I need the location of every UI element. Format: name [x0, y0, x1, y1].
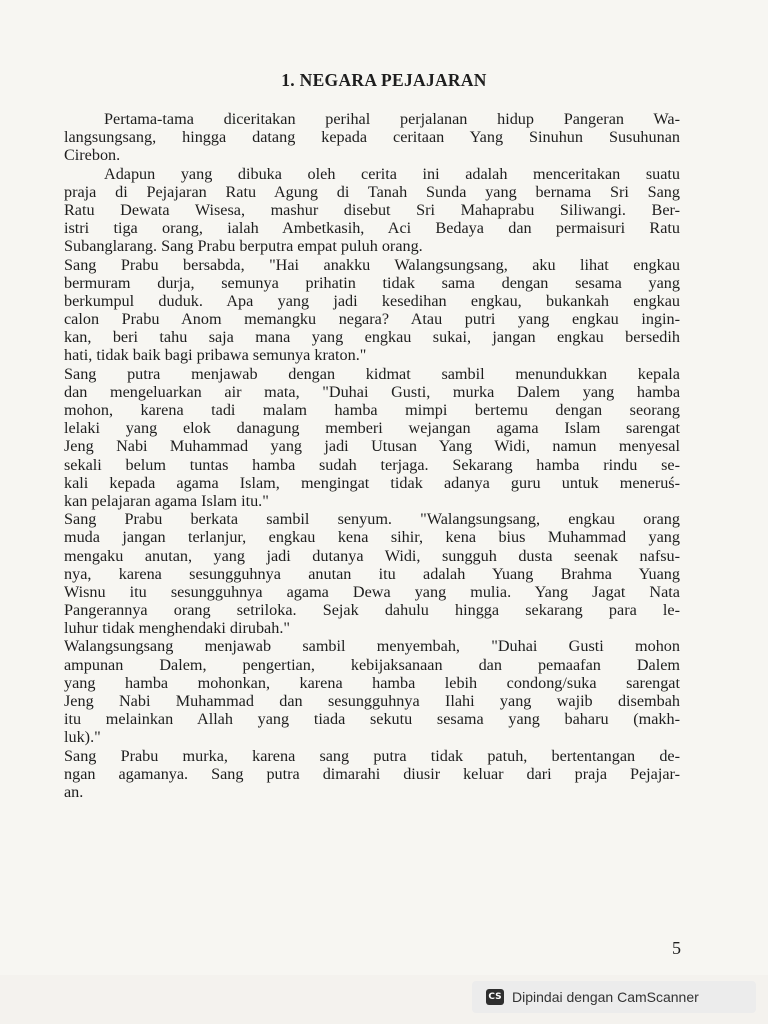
text-line: Sang Prabu murka, karena sang putra tidak patuh, bertentangan de- — [64, 746, 680, 765]
text-line: dan mengeluarkan air mata, "Duhai Gusti, murka Dalem yang hamba — [64, 382, 680, 401]
text-line: muda jangan terlanjur, engkau kena sihir, kena bius Muhammad yang — [64, 528, 680, 547]
text-line: ngan agamanya. Sang putra dimarahi diusir keluar dari praja Pejajar- — [64, 764, 680, 783]
text-line: Subanglarang. Sang Prabu berputra empat puluh orang. — [64, 237, 423, 256]
text-line: luhur tidak menghendaki dirubah." — [64, 619, 290, 638]
text-line: Walangsungsang menjawab sambil menyembah, "Duhai Gusti mohon — [64, 637, 680, 656]
page-number: 5 — [672, 938, 681, 958]
text-line: mengaku anutan, yang jadi dutanya Widi, sungguh dusta seenak nafsu- — [64, 546, 680, 565]
text-line: Pangerannya orang setriloka. Sejak dahulu hingga sekarang para le- — [64, 601, 680, 620]
text-line: yang hamba mohonkan, karena hamba lebih condong/suka sarengat — [64, 673, 680, 692]
camscanner-logo-icon: CS — [486, 989, 504, 1005]
text-line: Jeng Nabi Muhammad dan sesungguhnya Ilahi yang wajib disembah — [64, 692, 680, 710]
text-line: Jeng Nabi Muhammad yang jadi Utusan Yang Widi, namun menyesal — [64, 437, 680, 456]
text-line: an. — [64, 782, 84, 801]
text-line: bermuram durja, semunya prihatin tidak sama dengan sesama yang — [64, 273, 680, 292]
text-line: Cirebon. — [64, 146, 121, 165]
text-line: luk)." — [64, 728, 101, 747]
text-line: hati, tidak baik bagi pribawa semunya kraton." — [64, 346, 367, 365]
text-line: Pertama-tama diceritakan perihal perjalanan hidup Pangeran Wa- — [104, 110, 680, 128]
text-line: praja di Pejajaran Ratu Agung di Tanah Sunda yang bernama Sri Sang — [64, 182, 680, 201]
text-line: Ratu Dewata Wisesa, mashur disebut Sri Mahaprabu Siliwangi. Ber- — [64, 200, 680, 219]
text-line: kali kepada agama Islam, mengingat tidak adanya guru untuk meneruś- — [64, 473, 680, 492]
text-line: berkumpul duduk. Apa yang jadi kesedihan engkau, bukankah engkau — [64, 291, 680, 310]
text-line: kan, beri tahu saja mana yang engkau sukai, jangan engkau bersedih — [64, 328, 680, 347]
text-line: lelaki yang elok danagung memberi wejangan agama Islam sarengat — [64, 419, 680, 438]
text-line: nya, karena sesungguhnya anutan itu adalah Yuang Brahma Yuang — [64, 564, 680, 583]
camscanner-label: Dipindai dengan CamScanner — [512, 989, 699, 1005]
text-line: Sang Prabu berkata sambil senyum. "Walangsungsang, engkau orang — [64, 510, 680, 529]
text-line: Sang Prabu bersabda, "Hai anakku Walangsungsang, aku lihat engkau — [64, 255, 680, 274]
text-line: istri tiga orang, ialah Ambetkasih, Aci Bedaya dan permaisuri Ratu — [64, 219, 680, 238]
text-line: mohon, karena tadi malam hamba mimpi bertemu dengan seorang — [64, 401, 680, 419]
text-line: Adapun yang dibuka oleh cerita ini adalah menceritakan suatu — [104, 164, 680, 183]
text-line: Wisnu itu sesungguhnya agama Dewa yang mulia. Yang Jagat Nata — [64, 582, 680, 601]
text-line: langsungsang, hingga datang kepada ceritaan Yang Sinuhun Susuhunan — [64, 128, 680, 147]
text-line: ampunan Dalem, pengertian, kebijaksanaan dan pemaafan Dalem — [64, 655, 680, 674]
chapter-title: 1. NEGARA PEJAJARAN — [281, 70, 487, 90]
text-line: Sang putra menjawab dengan kidmat sambil menundukkan kepala — [64, 364, 680, 383]
text-line: itu melainkan Allah yang tiada sekutu sesama yang baharu (makh- — [64, 710, 680, 729]
text-line: sekali belum tuntas hamba sudah terjaga. Sekarang hamba rindu se- — [64, 455, 680, 474]
text-line: calon Prabu Anom memangku negara? Atau putri yang engkau ingin- — [64, 310, 680, 329]
body-text — [64, 110, 680, 801]
text-line: kan pelajaran agama Islam itu." — [64, 491, 269, 510]
camscanner-badge — [472, 981, 756, 1013]
